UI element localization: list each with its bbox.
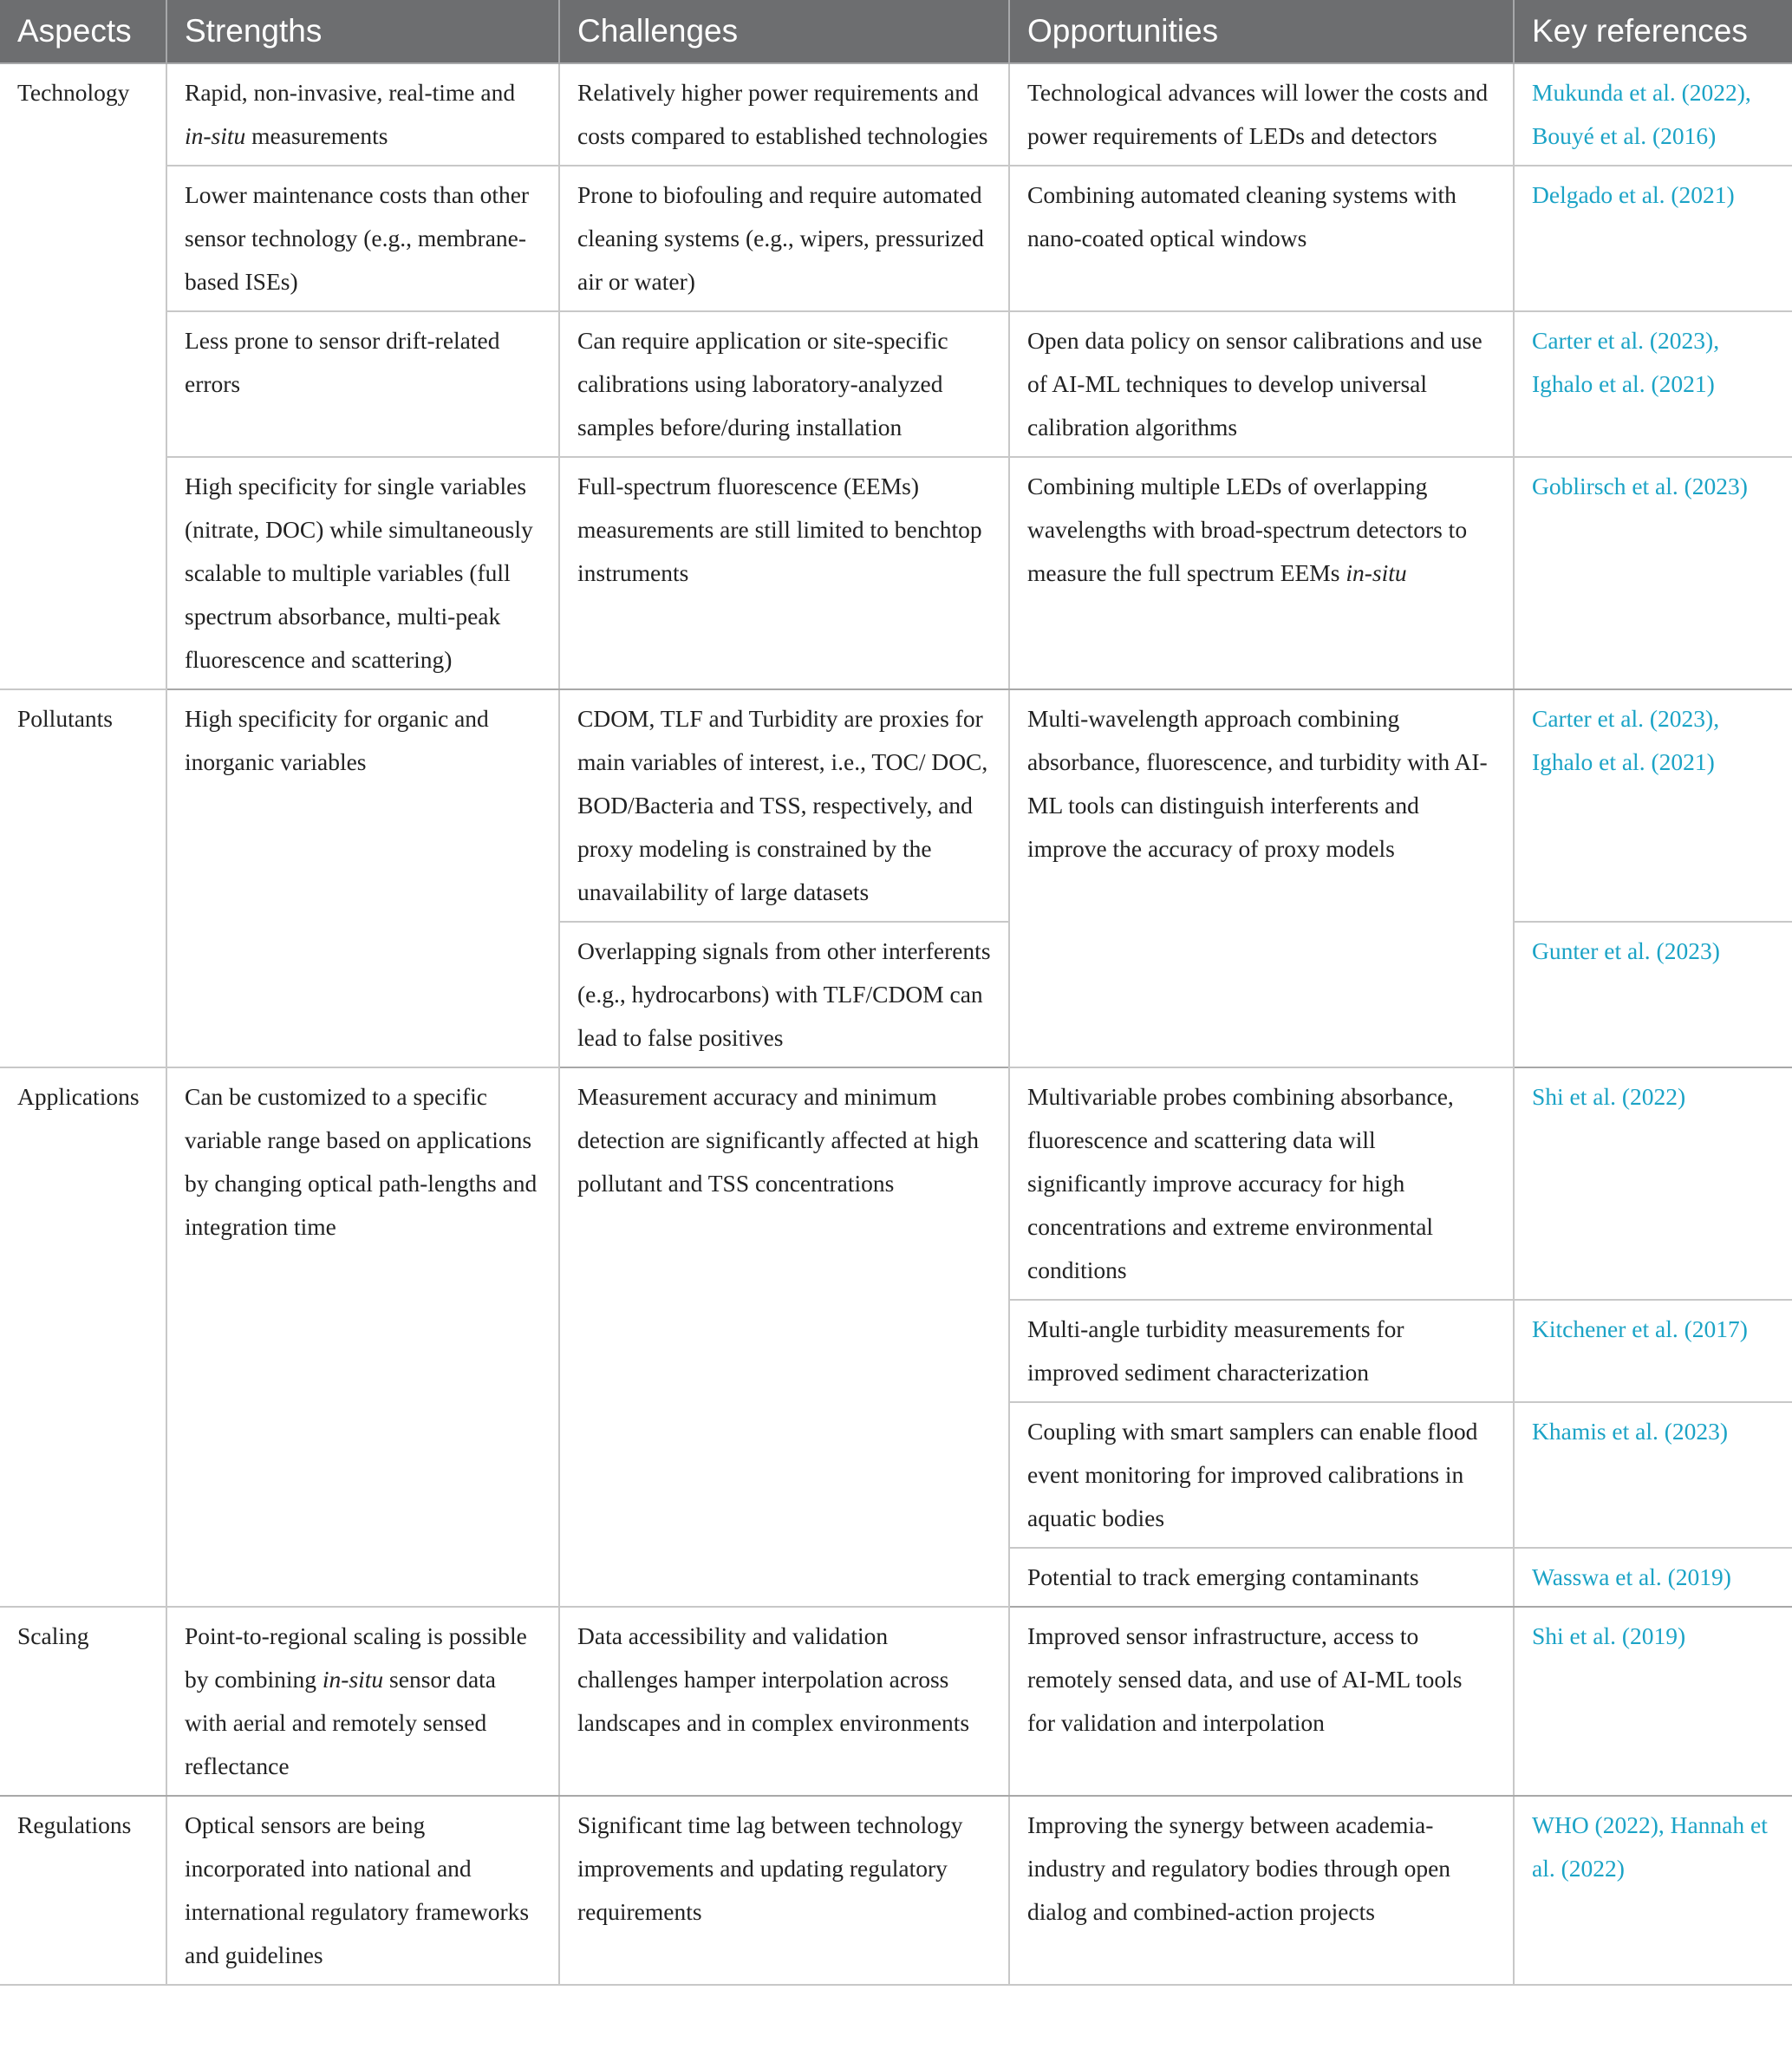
opportunity-cell: Coupling with smart samplers can enable flood event monitoring for improved calibrations in aquatic bodies (1009, 1402, 1514, 1548)
opportunity-cell: Technological advances will lower the costs and power requirements of LEDs and detectors (1009, 63, 1514, 166)
opportunity-cell: Combining automated cleaning systems with nano-coated optical windows (1009, 166, 1514, 311)
challenge-cell: Data accessibility and validation challenges hamper interpolation across landscapes and in complex environments (559, 1607, 1009, 1796)
challenge-cell: Can require application or site-specific calibrations using laboratory-analyzed samples before/during installation (559, 311, 1009, 457)
strength-cell: High specificity for single variables (nitrate, DOC) while simultaneously scalable to multiple variables (full spectrum absorbance, multi-peak fluorescence and scattering) (166, 457, 559, 689)
reference-link[interactable]: Kitchener et al. (2017) (1514, 1300, 1792, 1402)
strength-cell: Optical sensors are being incorporated into national and international regulatory frameworks and guidelines (166, 1796, 559, 1985)
reference-link[interactable]: Goblirsch et al. (2023) (1514, 457, 1792, 689)
reference-link[interactable]: Delgado et al. (2021) (1514, 166, 1792, 311)
strength-cell: Less prone to sensor drift-related errors (166, 311, 559, 457)
aspect-cell-regulations: Regulations (0, 1796, 166, 1985)
header-row (0, 0, 1792, 63)
opportunity-cell: Open data policy on sensor calibrations and use of AI-ML techniques to develop universal calibration algorithms (1009, 311, 1514, 457)
strength-cell: Rapid, non-invasive, real-time and in-situ measurements (166, 63, 559, 166)
challenge-cell: Overlapping signals from other interferents (e.g., hydrocarbons) with TLF/CDOM can lead to false positives (559, 922, 1009, 1067)
reference-link[interactable]: Mukunda et al. (2022), Bouyé et al. (2016) (1514, 63, 1792, 166)
table-row (0, 166, 1792, 311)
opportunity-cell: Combining multiple LEDs of overlapping wavelengths with broad-spectrum detectors to measure the full spectrum EEMs in-situ (1009, 457, 1514, 689)
reference-link[interactable]: Carter et al. (2023), Ighalo et al. (2021) (1514, 311, 1792, 457)
header-key-references: Key references (1514, 0, 1792, 63)
table-row (0, 1796, 1792, 1985)
opportunity-cell: Improving the synergy between academia-industry and regulatory bodies through open dialog and combined-action projects (1009, 1796, 1514, 1985)
challenge-cell: Significant time lag between technology improvements and updating regulatory requirements (559, 1796, 1009, 1985)
aspect-cell-applications: Applications (0, 1067, 166, 1607)
table-row (0, 689, 1792, 922)
table-row (0, 1607, 1792, 1796)
strength-cell: High specificity for organic and inorganic variables (166, 689, 559, 1067)
reference-link[interactable]: Khamis et al. (2023) (1514, 1402, 1792, 1548)
strength-cell: Lower maintenance costs than other sensor technology (e.g., membrane-based ISEs) (166, 166, 559, 311)
aspect-cell-pollutants: Pollutants (0, 689, 166, 1067)
challenge-cell: Full-spectrum fluorescence (EEMs) measurements are still limited to benchtop instruments (559, 457, 1009, 689)
challenge-cell: CDOM, TLF and Turbidity are proxies for main variables of interest, i.e., TOC/ DOC, BOD/Bacteria and TSS, respectively, and proxy modeling is constrained by the unavailability of large datasets (559, 689, 1009, 922)
opportunity-cell: Multi-angle turbidity measurements for improved sediment characterization (1009, 1300, 1514, 1402)
reference-link[interactable]: Carter et al. (2023), Ighalo et al. (2021) (1514, 689, 1792, 922)
reference-link[interactable]: Gunter et al. (2023) (1514, 922, 1792, 1067)
table-row (0, 63, 1792, 166)
reference-link[interactable]: WHO (2022), Hannah et al. (2022) (1514, 1796, 1792, 1985)
header-opportunities: Opportunities (1009, 0, 1514, 63)
strength-cell: Can be customized to a specific variable range based on applications by changing optical path-lengths and integration time (166, 1067, 559, 1607)
challenge-cell: Relatively higher power requirements and costs compared to established technologies (559, 63, 1009, 166)
table-row (0, 457, 1792, 689)
reference-link[interactable]: Shi et al. (2022) (1514, 1067, 1792, 1300)
reference-link[interactable]: Wasswa et al. (2019) (1514, 1548, 1792, 1607)
table-row (0, 1067, 1792, 1300)
aspect-cell-technology: Technology (0, 63, 166, 689)
header-strengths: Strengths (166, 0, 559, 63)
header-challenges: Challenges (559, 0, 1009, 63)
opportunity-cell: Multivariable probes combining absorbance, fluorescence and scattering data will significantly improve accuracy for high concentrations and extreme environmental conditions (1009, 1067, 1514, 1300)
reference-link[interactable]: Shi et al. (2019) (1514, 1607, 1792, 1796)
header-aspects: Aspects (0, 0, 166, 63)
table-row (0, 311, 1792, 457)
opportunity-cell: Potential to track emerging contaminants (1009, 1548, 1514, 1607)
aspect-cell-scaling: Scaling (0, 1607, 166, 1796)
strength-cell: Point-to-regional scaling is possible by combining in-situ sensor data with aerial and remotely sensed reflectance (166, 1607, 559, 1796)
challenge-cell: Prone to biofouling and require automated cleaning systems (e.g., wipers, pressurized air or water) (559, 166, 1009, 311)
challenge-cell: Measurement accuracy and minimum detection are significantly affected at high pollutant and TSS concentrations (559, 1067, 1009, 1607)
opportunity-cell: Multi-wavelength approach combining absorbance, fluorescence, and turbidity with AI-ML tools can distinguish interferents and improve the accuracy of proxy models (1009, 689, 1514, 1067)
opportunity-cell: Improved sensor infrastructure, access to remotely sensed data, and use of AI-ML tools for validation and interpolation (1009, 1607, 1514, 1796)
